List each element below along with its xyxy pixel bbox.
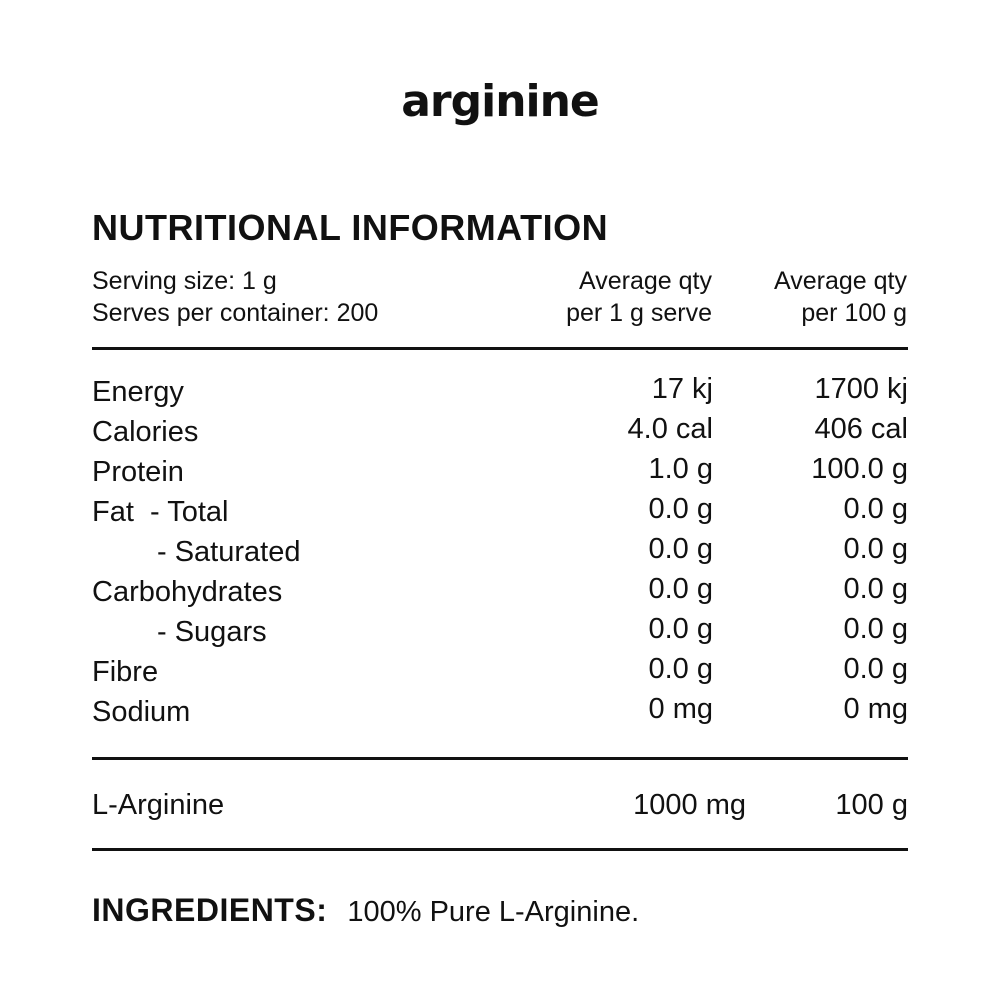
nutrient-per-100g: 0.0 g — [843, 493, 908, 525]
servings-per-container: Serves per container: 200 — [92, 299, 379, 327]
serving-size: Serving size: 1 g — [92, 267, 277, 295]
nutrient-row-fibre — [92, 652, 908, 692]
divider-middle — [92, 757, 908, 760]
nutrient-per-100g: 1700 kj — [814, 373, 908, 405]
column-header-per-serve-line2: per 1 g serve — [566, 299, 712, 327]
nutrient-name: Fat - Total — [92, 496, 229, 528]
nutrient-per-serve: 17 kj — [651, 373, 713, 405]
nutrient-per-serve: 0.0 g — [648, 533, 713, 565]
nutrient-per-100g: 100.0 g — [811, 453, 908, 485]
nutrient-name: - Saturated — [157, 536, 301, 568]
brand-logo-text: arginine — [401, 76, 599, 127]
active-ingredient-name: L-Arginine — [92, 789, 225, 821]
nutrient-name: Calories — [92, 416, 199, 448]
nutrient-name: Carbohydrates — [92, 576, 283, 608]
column-header-per-100g-line2: per 100 g — [801, 299, 907, 327]
active-ingredient-per-100g: 100 g — [835, 789, 908, 821]
nutrient-per-100g: 0.0 g — [843, 613, 908, 645]
nutrient-row-fat-total — [92, 492, 908, 532]
nutrient-row-carbohydrates — [92, 572, 908, 612]
ingredients-text: 100% Pure L-Arginine. — [347, 896, 640, 928]
nutrient-per-serve: 0.0 g — [648, 653, 713, 685]
nutrient-per-serve: 0.0 g — [648, 493, 713, 525]
nutrient-per-serve: 0.0 g — [648, 573, 713, 605]
nutrient-row-sugars — [92, 612, 908, 652]
nutrient-per-serve: 1.0 g — [648, 453, 713, 485]
ingredients-label: INGREDIENTS: — [92, 892, 328, 928]
nutrient-name: Sodium — [92, 696, 191, 728]
nutrient-row-sodium — [92, 692, 908, 732]
column-header-per-serve — [566, 265, 712, 329]
nutrient-per-100g: 0 mg — [843, 693, 908, 725]
active-ingredient-per-serve: 1000 mg — [633, 789, 746, 821]
nutrient-per-100g: 0.0 g — [843, 533, 908, 565]
nutrient-row-energy — [92, 372, 908, 412]
ingredients-line — [92, 890, 639, 932]
nutrient-per-serve: 0.0 g — [648, 613, 713, 645]
divider-top — [92, 347, 908, 350]
column-header-per-serve-line1: Average qty — [579, 267, 712, 295]
nutrient-name: Energy — [92, 376, 184, 408]
nutrient-row-protein — [92, 452, 908, 492]
panel-title: NUTRITIONAL INFORMATION — [92, 207, 609, 248]
nutrient-per-100g: 0.0 g — [843, 573, 908, 605]
divider-bottom — [92, 848, 908, 851]
column-header-per-100g — [774, 265, 907, 329]
nutrient-per-100g: 0.0 g — [843, 653, 908, 685]
nutrient-name: Fibre — [92, 656, 159, 688]
nutrient-name: Protein — [92, 456, 184, 488]
nutrient-row-calories — [92, 412, 908, 452]
column-header-per-100g-line1: Average qty — [774, 267, 907, 295]
nutrient-name: - Sugars — [157, 616, 267, 648]
nutrient-per-serve: 4.0 cal — [627, 413, 713, 445]
serving-info — [92, 265, 378, 329]
nutrient-row-fat-saturated — [92, 532, 908, 572]
nutrient-per-serve: 0 mg — [648, 693, 713, 725]
active-ingredient-row — [92, 785, 908, 825]
nutrient-per-100g: 406 cal — [814, 413, 908, 445]
